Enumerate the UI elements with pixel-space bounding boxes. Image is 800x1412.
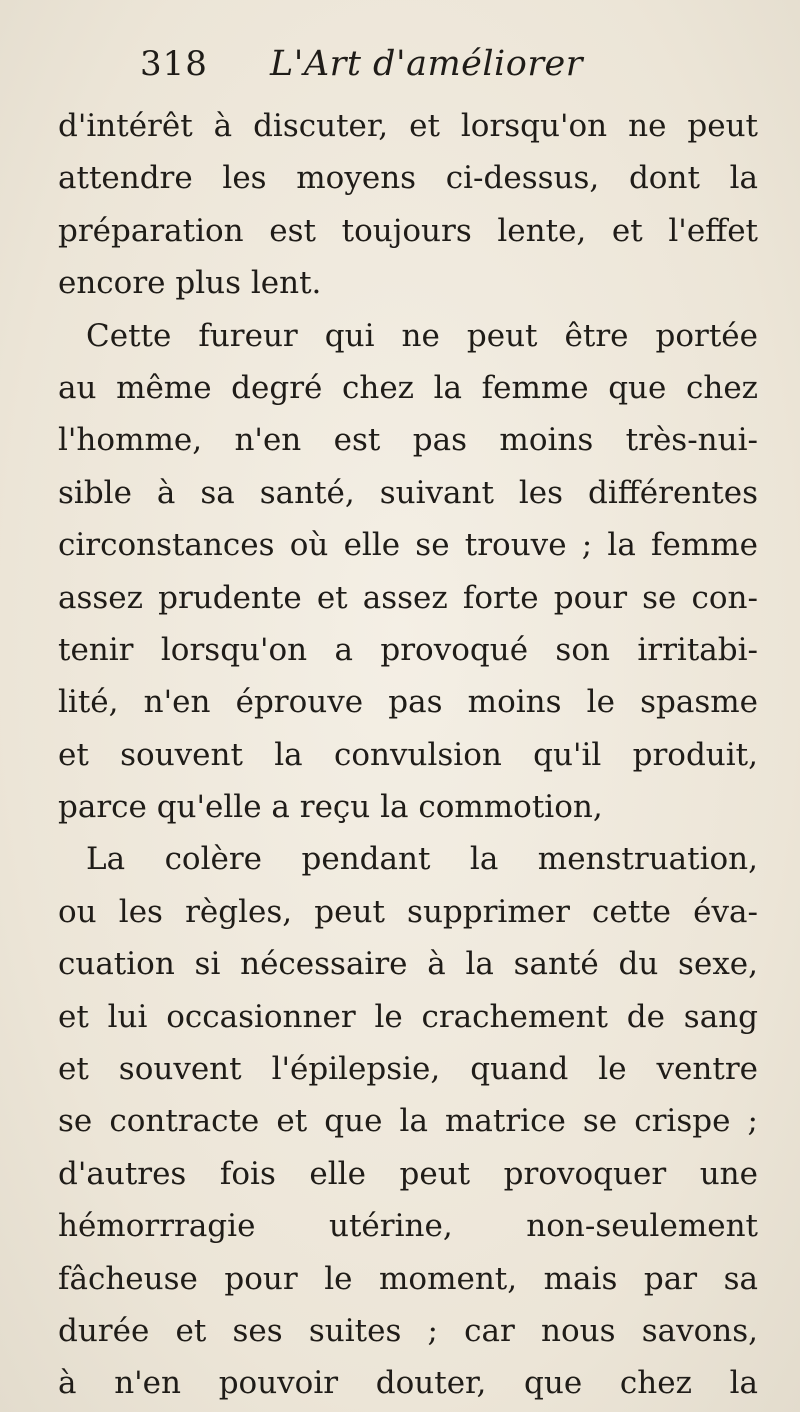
text-line: attendre les moyens ci-dessus, dont la <box>58 160 758 197</box>
text-line: hémorrragie utérine, non-seulement <box>58 1208 758 1245</box>
text-line: tenir lorsqu'on a provoqué son irritabi- <box>58 631 758 668</box>
text-line: encore plus lent. <box>58 265 322 302</box>
text-line: se contracte et que la matrice se crispe ; <box>58 1103 758 1140</box>
text-line: ou les règles, peut supprimer cette éva- <box>58 893 758 930</box>
text-line: et lui occasionner le crachement de sang <box>58 998 758 1035</box>
text-line: La colère pendant la menstruation, <box>86 841 758 878</box>
text-line: d'intérêt à discuter, et lorsqu'on ne peut <box>58 108 758 144</box>
text-line: au même degré chez la femme que chez <box>58 369 758 406</box>
text-line: assez prudente et assez forte pour se con- <box>58 579 758 616</box>
text-line: durée et ses suites ; car nous savons, <box>58 1312 758 1349</box>
body-text <box>58 100 758 1410</box>
text-line: parce qu'elle a reçu la commotion, <box>58 789 603 826</box>
page-header <box>58 44 758 92</box>
text-line: cuation si nécessaire à la santé du sexe, <box>58 946 758 983</box>
text-line: circonstances où elle se trouve ; la femme <box>58 527 758 564</box>
running-title: L'Art d'améliorer <box>270 44 583 84</box>
text-line: l'homme, n'en est pas moins très-nui- <box>58 422 758 459</box>
text-line: Cette fureur qui ne peut être portée <box>86 317 758 354</box>
page-number: 318 <box>140 44 208 84</box>
text-line: à n'en pouvoir douter, que chez la <box>58 1365 758 1402</box>
text-line: et souvent l'épilepsie, quand le ventre <box>58 1051 758 1088</box>
text-line: sible à sa santé, suivant les différentes <box>58 474 758 511</box>
text-line: préparation est toujours lente, et l'effet <box>58 212 758 249</box>
text-line: fâcheuse pour le moment, mais par sa <box>58 1260 758 1297</box>
text-line: et souvent la convulsion qu'il produit, <box>58 736 758 773</box>
text-line: d'autres fois elle peut provoquer une <box>58 1155 758 1192</box>
text-line: lité, n'en éprouve pas moins le spasme <box>58 684 758 721</box>
